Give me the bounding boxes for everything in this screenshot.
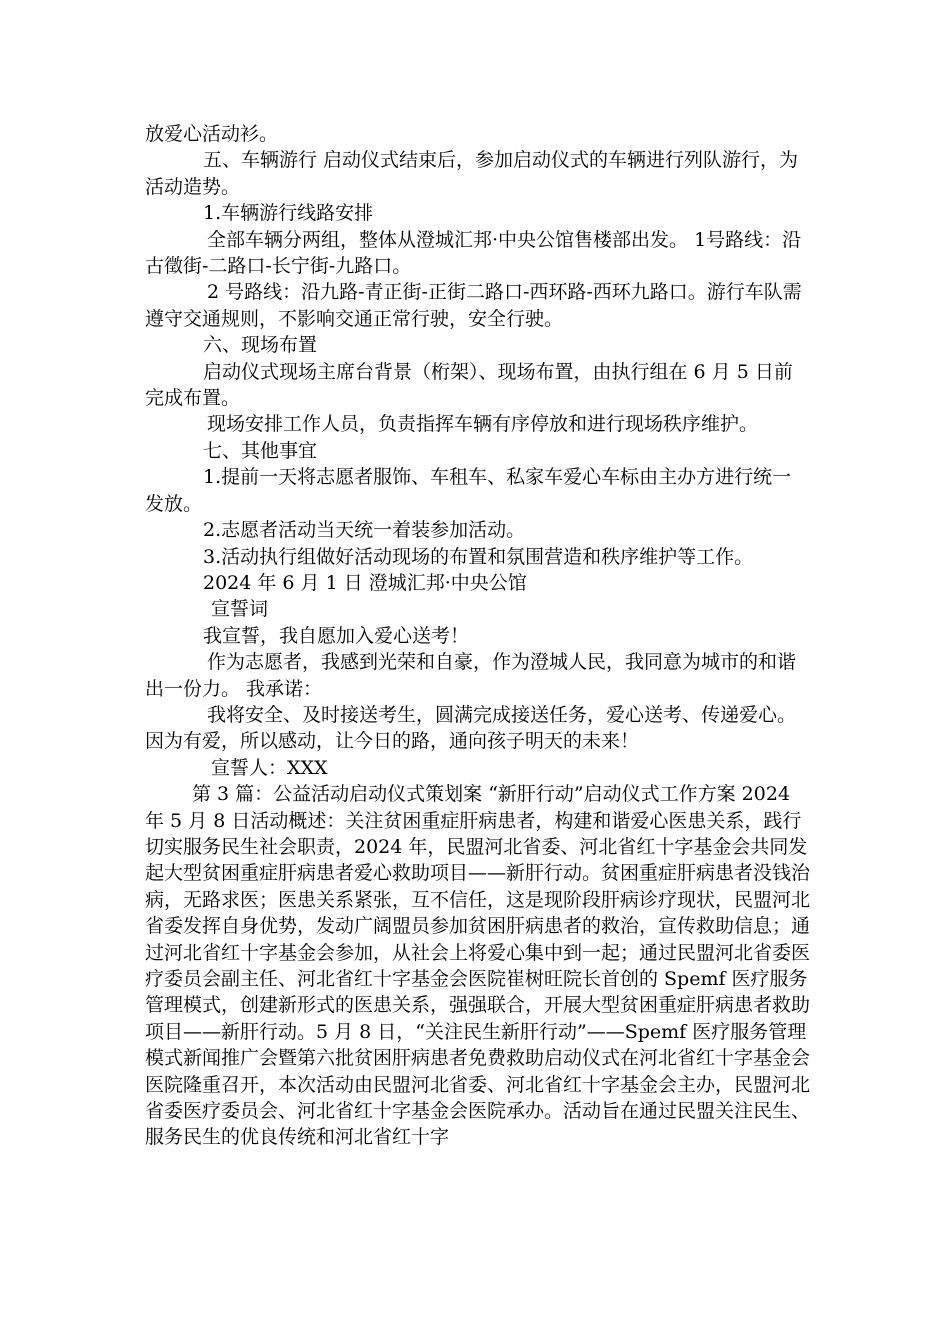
paragraph: 现场安排工作人员，负责指挥车辆有序停放和进行现场秩序维护。 [207,413,759,436]
paragraph: 1.车辆游行线路安排 [203,202,374,225]
paragraph: 五、车辆游行 启动仪式结束后，参加启动仪式的车辆进行列队游行，为活动造势。 [145,149,799,198]
paragraph: 3.活动执行组做好活动现场的布置和氛围营造和秩序维护等工作。 [203,545,754,568]
paragraph: 作为志愿者，我感到光荣和自豪，作为澄城人民，我同意为城市的和谐出一份力。 我承诺： [145,651,797,700]
paragraph: 我宣誓，我自愿加入爱心送考！ [203,624,470,647]
document-body [145,121,810,1151]
paragraph: 我将安全、及时接送考生，圆满完成接送任务，爱心送考、传递爱心。因为有爱，所以感动，让今日的路，通向孩子明天的未来！ [145,703,797,753]
paragraph: 七、其他事宜 [203,439,318,462]
paragraph: 放爱心活动衫。 [145,123,279,145]
paragraph: 启动仪式现场主席台背景（桁架）、现场布置，由执行组在 6 月 5 日前完成布置。 [145,360,793,410]
paragraph: 六、现场布置 [203,334,318,357]
paragraph: 2024 年 6 月 1 日 澄城汇邦·中央公馆 [203,571,527,594]
paragraph: 2.志愿者活动当天统一着装参加活动。 [203,519,526,542]
paragraph: 宣誓词 [211,598,269,621]
paragraph: 1.提前一天将志愿者服饰、车租车、私家车爱心车标由主办方进行统一发放。 [145,466,792,515]
paragraph: 宣誓人：XXX [211,756,328,779]
paragraph: 2 号路线：沿九路-青正街-正街二路口-西环路-西环九路口。游行车队需遵守交通规则，不影响交通正常行驶，安全行驶。 [145,281,802,330]
paragraph: 第 3 篇：公益活动启动仪式策划案 “新肝行动”启动仪式工作方案 2024 年 5 月 8 日活动概述：关注贫困重症肝病患者，构建和谐爱心医患关系，践行切实服务民生社会职责，2024 年，民盟河北省委、河北省红十字基金会共同发起大型贫困重症肝病患者爱心救助项目——新肝行动。贫困重症肝病患者没钱治病，无路求医；医患关系紧张，互不信任，这是现阶段肝病诊疗现状，民盟河北省委发挥自身优势，发动广阔盟员参加贫困肝病患者的救治，宣传救助信息；通过河北省红十字基金会参加，从社会上将爱心集中到一起；通过民盟河北省委医疗委员会副主任、河北省红十字基金会医院崔树旺院长首创的 Spemf 医疗服务管理模式，创建新形式的医患关系，强强联合，开展大型贫困重症肝病患者救助项目——新肝行动。5 月 8 日，“关注民生新肝行动”——Spemf 医疗服务管理模式新闻推广会暨第六批贫困肝病患者免费救助启动仪式在河北省红十字基金会医院隆重召开，本次活动由民盟河北省委、河北省红十字基金会主办，民盟河北省委医疗委员会、河北省红十字基金会医院承办。活动旨在通过民盟关注民生、服务民生的优良传统和河北省红十字 [145,783,811,1149]
paragraph: 全部车辆分两组，整体从澄城汇邦·中央公馆售楼部出发。 1号路线：沿古徵街-二路口-长宁街-九路口。 [145,228,802,278]
